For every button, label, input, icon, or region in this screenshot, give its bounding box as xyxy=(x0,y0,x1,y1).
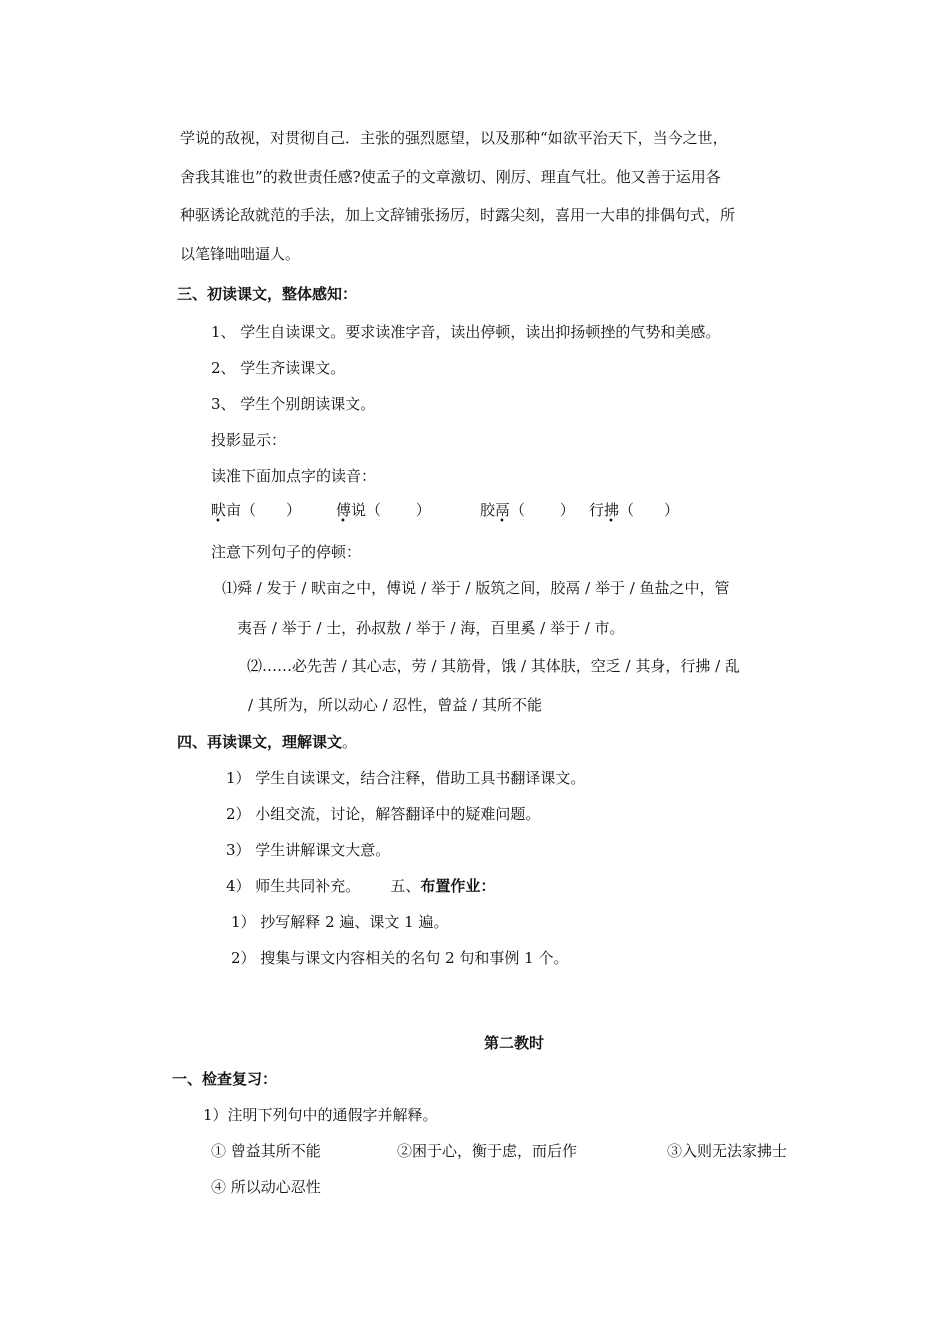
pause-intro: 注意下列句子的停顿： xyxy=(211,543,362,561)
intro-line-1: 学说的敌视，对贯彻自己．主张的强烈愿望，以及那种“如欲平治天下，当今之世， xyxy=(180,129,728,147)
pron-item-4-dotted: 拂 xyxy=(604,501,620,519)
lesson2-heading: 一、检查复习： xyxy=(172,1070,278,1088)
pron-item-4: 行拂 • （ ） xyxy=(589,501,680,527)
pause-sentence-1b: 夷吾 / 举于 / 士，孙叔敖 / 举于 / 海，百里奚 / 举于 / 市。 xyxy=(237,619,625,637)
section3-item-2: 2、 学生齐读课文。 xyxy=(211,359,346,377)
section4-item-3: 3） 学生讲解课文大意。 xyxy=(226,841,391,859)
pause-sentence-2a: ⑵……必先苦 / 其心志，劳 / 其筋骨，饿 / 其体肤，空乏 / 其身，行拂 / 乱 xyxy=(247,657,740,675)
section4-item-1: 1） 学生自读课文，结合注释，借助工具书翻译课文。 xyxy=(226,769,586,787)
section3-heading: 三、初读课文，整体感知： xyxy=(177,285,358,303)
pronunciation-intro: 读准下面加点字的读音： xyxy=(211,467,377,485)
lesson2-sentence-4: ④ 所以动心忍性 xyxy=(211,1178,321,1196)
pause-sentence-1a: ⑴舜 / 发于 / 畎亩之中，傅说 / 举于 / 版筑之间，胶鬲 / 举于 / 鱼盐之中，管 xyxy=(222,579,730,597)
lesson2-sentence-1: ① 曾益其所不能 xyxy=(211,1142,321,1160)
emphasis-dot: • xyxy=(499,516,505,527)
section3-item-3: 3、 学生个别朗读课文。 xyxy=(211,395,376,413)
lesson2-sentence-2: ②困于心，衡于虑，而后作 xyxy=(397,1142,578,1160)
intro-line-4: 以笔锋咄咄逼人。 xyxy=(180,245,301,263)
emphasis-dot: • xyxy=(215,516,221,527)
section3-item-1: 1、 学生自读课文。要求读准字音，读出停顿，读出抑扬顿挫的气势和美感。 xyxy=(211,323,721,341)
pause-sentence-2b: / 其所为，所以动心 / 忍性，曾益 / 其所不能 xyxy=(248,696,543,714)
pron-item-3-dotted: 鬲 xyxy=(495,501,511,519)
intro-line-2: 舍我其谁也”的救世责任感?使孟子的文章激切、刚厉、理直气壮。他又善于运用各 xyxy=(180,168,721,186)
section4-heading: 四、再读课文，理解课文。 xyxy=(177,733,358,751)
homework-2: 2） 搜集与课文内容相关的名句 2 句和事例 1 个。 xyxy=(231,949,569,967)
pron-item-2: 傅 • 说（ ） xyxy=(336,501,431,527)
lesson2-sentence-3: ③入则无法家拂士 xyxy=(667,1142,788,1160)
section5-heading: 布置作业： xyxy=(420,877,496,895)
pron-item-1-dotted: 畎 xyxy=(211,501,227,519)
section4-item-2: 2） 小组交流，讨论，解答翻译中的疑难问题。 xyxy=(226,805,541,823)
projection-label: 投影显示： xyxy=(211,431,287,449)
lesson2-task: 1）注明下列句中的通假字并解释。 xyxy=(203,1106,438,1124)
emphasis-dot: • xyxy=(340,516,346,527)
emphasis-dot: • xyxy=(608,516,614,527)
pron-item-2-dotted: 傅 xyxy=(336,501,352,519)
homework-1: 1） 抄写解释 2 遍、课文 1 遍。 xyxy=(231,913,449,931)
pron-item-1: 畎 • 亩（ ） xyxy=(211,501,302,527)
lesson2-title: 第二教时 xyxy=(484,1034,545,1052)
intro-line-3: 种驱诱论敌就范的手法，加上文辞铺张扬厉，时露尖刻，喜用一大串的排偶句式，所 xyxy=(180,206,736,224)
section4-item-4: 4） 师生共同补充。 五、布置作业： xyxy=(226,877,496,895)
pron-item-3: 胶鬲 • （ ） xyxy=(480,501,575,527)
section5-label: 五、 xyxy=(390,877,421,895)
